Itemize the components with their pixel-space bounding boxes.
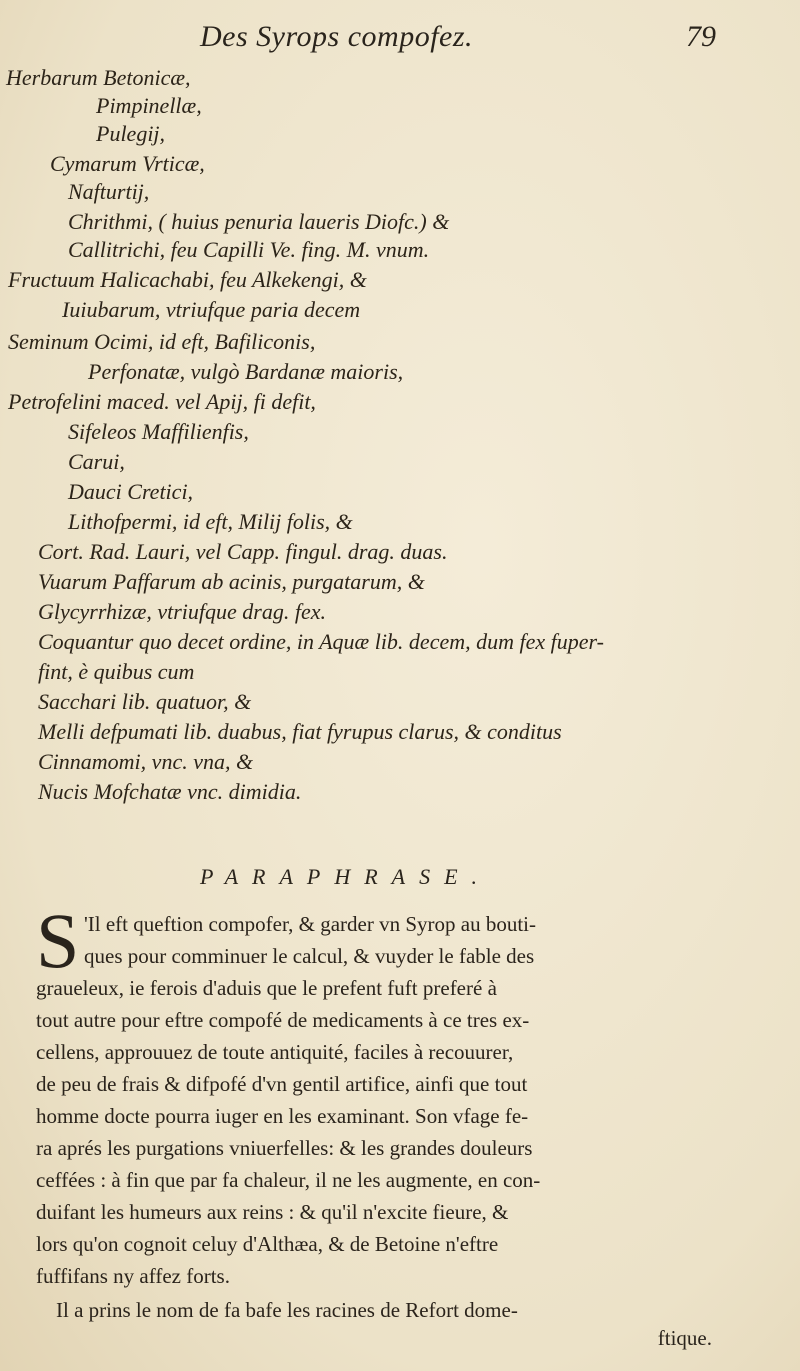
paragraph-line: ra aprés les purgations vniuerfelles: & les grandes douleurs <box>36 1136 533 1160</box>
final-word: ftique. <box>657 1326 712 1350</box>
paragraph-line: graueleux, ie ferois d'aduis que le prefent fuft preferé à <box>36 976 497 1000</box>
page-number: 79 <box>686 20 716 53</box>
paragraph-line: ques pour comminuer le calcul, & vuyder le fable des <box>84 944 535 968</box>
paragraph-line: Il a prins le nom de fa bafe les racines de Refort dome- <box>56 1298 518 1322</box>
running-title: Des Syrops compofez. <box>200 20 474 53</box>
recipe-line: Dauci Cretici, <box>68 479 194 504</box>
paragraph-line: fuffifans ny affez forts. <box>36 1264 230 1288</box>
paragraph-line: duifant les humeurs aux reins : & qu'il n'excite fieure, & <box>36 1200 509 1224</box>
recipe-line: Callitrichi, feu Capilli Ve. fing. M. vnum. <box>68 237 430 262</box>
recipe-line: Sifeleos Maffilienfis, <box>68 419 249 444</box>
recipe-line: Lithofpermi, id eft, Milij folis, & <box>68 509 353 534</box>
paragraph-line: 'Il eft queftion compofer, & garder vn Syrop au bouti- <box>84 912 536 936</box>
recipe-line: Nafturtij, <box>68 179 150 204</box>
recipe-line: Glycyrrhizæ, vtriufque drag. fex. <box>38 599 326 624</box>
recipe-line: Cort. Rad. Lauri, vel Capp. fingul. drag. duas. <box>38 539 448 564</box>
recipe-line: Pulegij, <box>96 121 166 146</box>
paragraph-line: cellens, approuuez de toute antiquité, faciles à recouurer, <box>36 1040 514 1064</box>
recipe-line: Coquantur quo decet ordine, in Aquæ lib. decem, dum fex fuper- <box>38 629 604 654</box>
recipe-line: fint, è quibus cum <box>38 659 195 684</box>
recipe-line: Herbarum Betonicæ, <box>6 65 191 90</box>
recipe-line: Melli defpumati lib. duabus, fiat fyrupus clarus, & conditus <box>38 719 562 744</box>
recipe-line: Fructuum Halicachabi, feu Alkekengi, & <box>8 267 367 292</box>
paragraph-line: homme docte pourra iuger en les examinant. Son vfage fe- <box>36 1104 529 1128</box>
recipe-line: Sacchari lib. quatuor, & <box>38 689 252 714</box>
recipe-line: Nucis Mofchatæ vnc. dimidia. <box>38 779 302 804</box>
recipe-line: Cinnamomi, vnc. vna, & <box>38 749 254 774</box>
recipe-line: Chrithmi, ( huius penuria laueris Diofc.) & <box>68 209 450 234</box>
paragraph-line: tout autre pour eftre compofé de medicaments à ce tres ex- <box>36 1008 530 1032</box>
recipe-line: Vuarum Paffarum ab acinis, purgatarum, & <box>38 569 425 594</box>
recipe-line: Carui, <box>68 449 125 474</box>
recipe-line: Cymarum Vrticæ, <box>50 151 205 176</box>
recipe-line: Iuiubarum, vtriufque paria decem <box>62 297 361 322</box>
recipe-line: Petrofelini maced. vel Apij, fi defit, <box>8 389 316 414</box>
recipe-line: Pimpinellæ, <box>96 93 202 118</box>
recipe-line: Seminum Ocimi, id eft, Bafiliconis, <box>8 329 316 354</box>
section-heading: PARAPHRASE. <box>200 864 492 889</box>
recipe-line: Perfonatæ, vulgò Bardanæ maioris, <box>88 359 404 384</box>
paragraph-line: ceffées : à fin que par fa chaleur, il ne les augmente, en con- <box>36 1168 541 1192</box>
page-header <box>0 20 800 60</box>
paragraph-line: lors qu'on cognoit celuy d'Althæa, & de Betoine n'eftre <box>36 1232 499 1256</box>
drop-cap: S <box>36 897 80 984</box>
paragraph-line: de peu de frais & difpofé d'vn gentil artifice, ainfi que tout <box>36 1072 528 1096</box>
